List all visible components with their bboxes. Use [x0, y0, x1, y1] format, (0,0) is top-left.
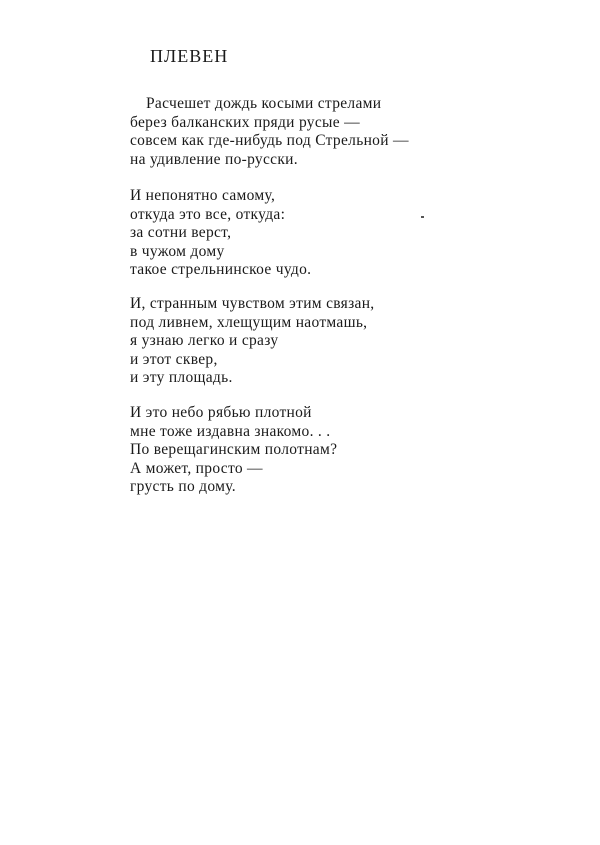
- poem-line: И, странным чувством этим связан,: [130, 295, 375, 312]
- poem-line: и этот сквер,: [130, 350, 218, 368]
- poem-title: ПЛЕВЕН: [150, 46, 229, 66]
- poem-line: в чужом дому: [130, 242, 225, 260]
- poem-line: грусть по дому.: [130, 478, 236, 495]
- poem-line: берез балканских пряди русые —: [130, 113, 360, 131]
- poem-line: И это небо рябью плотной: [130, 404, 312, 421]
- poem-line: и эту площадь.: [130, 369, 233, 386]
- poem-line: за сотни верст,: [130, 224, 232, 241]
- poem-line: И непонятно самому,: [130, 187, 276, 204]
- poem-line: на удивление по-русски.: [130, 150, 298, 168]
- print-speck: [421, 216, 424, 218]
- poem-line: под ливнем, хлещущим наотмашь,: [130, 313, 368, 331]
- poem-line: мне тоже издавна знакомо. . .: [130, 422, 331, 440]
- stanza-2: [130, 187, 311, 280]
- stanza-1: [130, 95, 409, 169]
- poem-line: я узнаю легко и сразу: [130, 332, 279, 349]
- poem-line: Расчешет дождь косыми стрелами: [146, 95, 382, 112]
- poem-line: совсем как где-нибудь под Стрельной —: [130, 132, 409, 149]
- poem-line: По верещагинским полотнам?: [130, 441, 338, 458]
- stanza-4: [130, 404, 337, 497]
- poem-line: такое стрельнинское чудо.: [130, 261, 312, 278]
- stanza-3: [130, 295, 374, 388]
- poem-line: откуда это все, откуда:: [130, 205, 286, 223]
- poem-line: А может, просто —: [130, 459, 263, 477]
